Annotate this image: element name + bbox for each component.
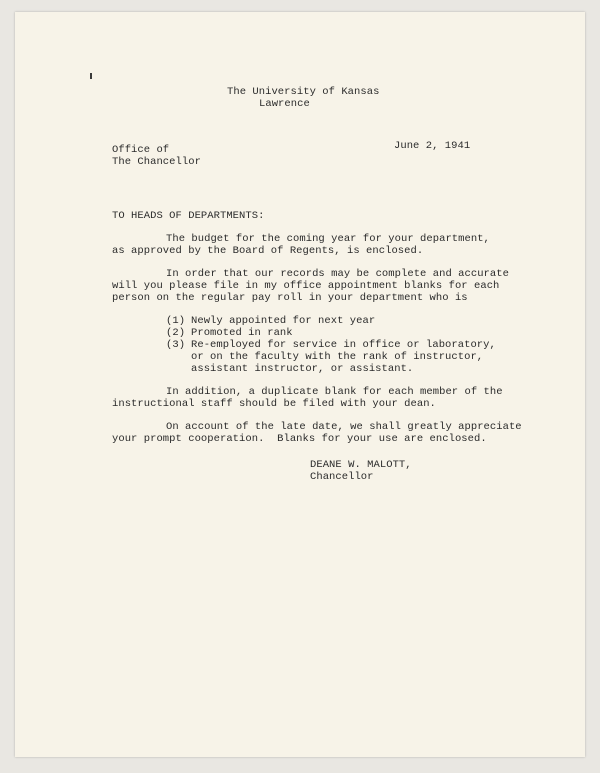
list-item-1-text: Newly appointed for next year bbox=[191, 315, 376, 327]
paragraph-2-line-1: In order that our records may be complete and accurate bbox=[166, 268, 509, 280]
paragraph-3-line-2: instructional staff should be filed with your dean. bbox=[112, 398, 436, 410]
paragraph-2-line-2: will you please file in my office appointment blanks for each bbox=[112, 280, 500, 292]
paragraph-2-line-3: person on the regular pay roll in your department who is bbox=[112, 292, 468, 304]
paper-mark bbox=[90, 73, 92, 79]
signature-name: DEANE W. MALOTT, bbox=[310, 459, 412, 471]
paragraph-1-line-2: as approved by the Board of Regents, is enclosed. bbox=[112, 245, 424, 257]
list-item-3-number: (3) bbox=[166, 339, 186, 351]
list-item-3-text-line-1: Re-employed for service in office or laboratory, bbox=[191, 339, 496, 351]
office-line-1: Office of bbox=[112, 144, 170, 156]
paragraph-4-line-1: On account of the late date, we shall greatly appreciate bbox=[166, 421, 522, 433]
list-item-3-text-line-2: or on the faculty with the rank of instructor, bbox=[191, 351, 484, 363]
institution-name: The University of Kansas bbox=[227, 86, 380, 98]
office-line-2: The Chancellor bbox=[112, 156, 201, 168]
letter-page bbox=[15, 12, 585, 757]
paragraph-3-line-1: In addition, a duplicate blank for each member of the bbox=[166, 386, 503, 398]
signature-title: Chancellor bbox=[310, 471, 374, 483]
letter-date: June 2, 1941 bbox=[394, 140, 471, 152]
paragraph-4-line-2: your prompt cooperation. Blanks for your use are enclosed. bbox=[112, 433, 487, 445]
list-item-2-number: (2) bbox=[166, 327, 186, 339]
list-item-1-number: (1) bbox=[166, 315, 186, 327]
list-item-2-text: Promoted in rank bbox=[191, 327, 293, 339]
salutation: TO HEADS OF DEPARTMENTS: bbox=[112, 210, 265, 222]
list-item-3-text-line-3: assistant instructor, or assistant. bbox=[191, 363, 414, 375]
paragraph-1-line-1: The budget for the coming year for your department, bbox=[166, 233, 490, 245]
institution-city: Lawrence bbox=[259, 98, 310, 110]
